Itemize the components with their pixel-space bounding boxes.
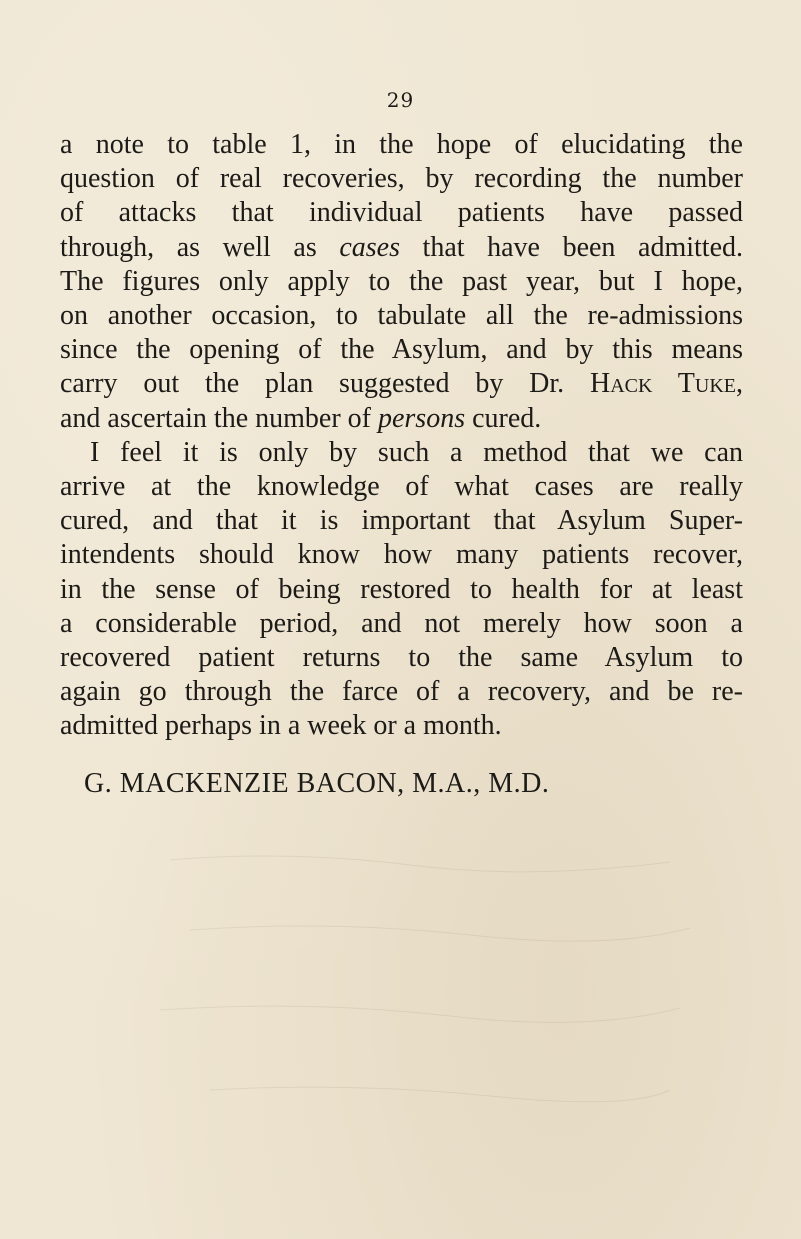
text-line: intendents should know how many patients recover, (60, 539, 743, 571)
text-line: question of real recoveries, by recording the number (60, 163, 743, 195)
signature: G. MACKENZIE BACON, M.A., M.D. (84, 768, 550, 799)
text-line: again go through the farce of a recovery, and be re- (60, 676, 743, 708)
text-line: on another occasion, to tabulate all the re-admissions (60, 300, 743, 332)
text-line: since the opening of the Asylum, and by this means (60, 334, 743, 366)
page-number: 29 (386, 88, 415, 112)
name-hack-tuke: Hack Tuke, (590, 368, 744, 400)
text-line: admitted perhaps in a week or a month. (60, 710, 502, 742)
emphasis-persons: persons (377, 402, 466, 434)
paper-texture-decoration (150, 820, 710, 1200)
text-line: cured, and that it is important that Asylum Super- (60, 505, 743, 537)
emphasis-cases: cases (339, 231, 400, 263)
text-line: through, as well as cases that have been admitted. (60, 231, 743, 263)
text-line: a considerable period, and not merely how soon a (60, 607, 743, 639)
body-text (60, 128, 743, 744)
text-line: and ascertain the number of persons cured. (60, 402, 542, 434)
text-line: arrive at the knowledge of what cases are really (60, 471, 743, 503)
text-line: I feel it is only by such a method that we can (90, 436, 743, 468)
text-line: a note to table 1, in the hope of elucidating the (60, 129, 743, 160)
text-line: The figures only apply to the past year, but I hope, (60, 265, 743, 297)
text-line: recovered patient returns to the same Asylum to (60, 642, 743, 674)
text-line: carry out the plan suggested by Dr. Hack Tuke, (60, 368, 744, 400)
text-line: in the sense of being restored to health for at least (60, 573, 743, 605)
text-line: of attacks that individual patients have passed (60, 197, 743, 229)
